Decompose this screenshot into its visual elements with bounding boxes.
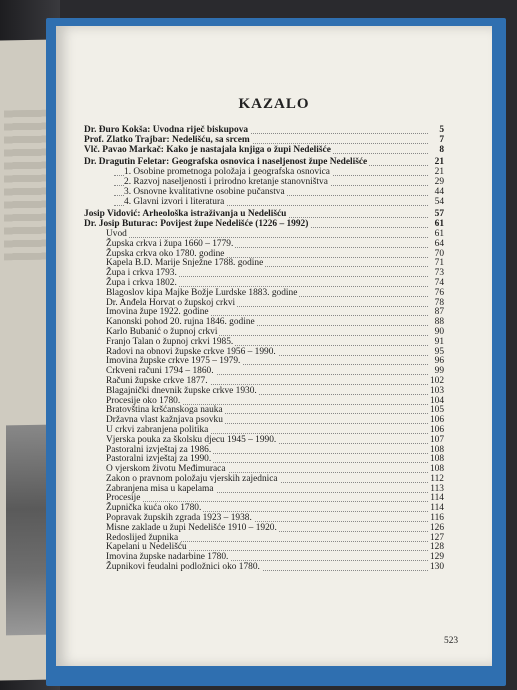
toc-entry-page: 44 (434, 186, 444, 197)
toc-entry-page: 102 (429, 375, 444, 386)
toc-entry-title: Zakon o pravnom položaju vjerskih zajednica (106, 473, 278, 484)
toc-entry-page: 96 (434, 356, 444, 367)
toc-entry-page: 106 (429, 415, 444, 426)
book-page (56, 26, 492, 666)
page-number: 523 (444, 636, 459, 646)
toc-entry-title: Župska crkva i župa 1660 – 1779. (106, 238, 234, 249)
toc-entry-page: 103 (429, 385, 444, 396)
toc-entry-page: 107 (429, 434, 444, 445)
toc-entry-page: 108 (429, 454, 444, 465)
toc-entry-page: 87 (434, 307, 444, 318)
toc-entry-title: Procesije (106, 493, 141, 504)
toc-entry-page: 73 (434, 268, 444, 279)
toc-entry-title: Kapela B.D. Marije Snježne 1788. godine (106, 258, 264, 269)
toc-entry-title: Župnikovi feudalni podložnici oko 1780. (106, 562, 260, 573)
toc-entry-title: Kanonski pohod 20. rujna 1846. godine (106, 317, 255, 328)
toc-entry-title: Vjerska pouka za školsku djecu 1945 – 1990. (106, 434, 277, 445)
toc-entry-title: Župa i crkva 1793. (106, 268, 177, 279)
toc-entry-page: 88 (434, 317, 444, 328)
toc-entry-page: 106 (429, 424, 444, 435)
toc-entry-page: 61 (434, 228, 444, 239)
toc-entry-title: Imovina župske nadarbine 1780. (106, 552, 229, 563)
table-of-contents (84, 126, 444, 573)
toc-entry-title: Blagajnički dnevnik župske crkve 1930. (106, 385, 257, 396)
toc-entry-page: 105 (429, 405, 444, 416)
toc-entry-page: 76 (434, 287, 444, 298)
toc-entry-title: Župa i crkva 1802. (106, 277, 177, 288)
toc-entry-page: 74 (434, 277, 444, 288)
toc-entry-title: Župska crkva oko 1780. godine (106, 248, 225, 259)
toc-entry-page: 78 (434, 297, 444, 308)
toc-entry-title: Radovi na obnovi župske crkve 1956 – 1990. (106, 346, 276, 357)
toc-entry-page: 127 (429, 532, 444, 543)
toc-entry-page: 91 (434, 336, 444, 347)
toc-entry-title: Crkveni računi 1794 – 1860. (106, 366, 214, 377)
toc-entry-title: Dr. Đuro Kokša: Uvodna riječ biskupova (84, 125, 249, 135)
toc-entry (84, 146, 444, 156)
toc-entry-page: 116 (430, 513, 444, 524)
toc-entry-page: 8 (439, 144, 444, 155)
toc-entry-page: 21 (434, 157, 444, 168)
toc-entry-title: Zabranjena misa u kapelama (106, 483, 214, 494)
toc-entry-title: U crkvi zabranjena politika (106, 424, 209, 435)
toc-entry-title: Imovina župe 1922. godine (106, 307, 209, 318)
toc-entry-page: 112 (430, 473, 444, 484)
toc-entry-title: Karlo Bubanić o župnoj crkvi (106, 326, 218, 337)
toc-entry-page: 129 (429, 552, 444, 563)
toc-entry-page: 95 (434, 346, 444, 357)
toc-entry-page: 5 (439, 125, 444, 135)
toc-entry-title: 2. Razvoj naseljenosti i prirodno kretanje stanovništva (124, 176, 328, 187)
toc-entry (84, 220, 444, 230)
toc-entry-title: O vjerskom životu Međimuraca (106, 464, 226, 475)
toc-entry-title: Misne zaklade u župi Nedelišće 1910 – 1920. (106, 522, 277, 533)
toc-entry-page: 64 (434, 238, 444, 249)
toc-entry-page: 114 (430, 493, 444, 504)
toc-entry-title: Dr. Josip Buturac: Povijest župe Nedelišće (1226 – 1992) (84, 219, 309, 230)
toc-entry-title: Župnička kuća oko 1780. (106, 503, 202, 514)
page-heading: KAZALO (238, 96, 310, 112)
toc-entry-page: 108 (429, 464, 444, 475)
toc-entry-page: 114 (430, 503, 444, 514)
toc-entry-page: 113 (430, 483, 444, 494)
toc-entry-page: 108 (429, 444, 444, 455)
toc-entry-page: 61 (434, 219, 444, 230)
toc-entry-page: 21 (434, 167, 444, 178)
toc-entry-title: Prof. Zlatko Trajbar: Nedelišću, sa srcem (84, 134, 250, 145)
toc-entry-title: Popravak župskih zgrada 1923 – 1938. (106, 513, 252, 524)
toc-entry-page: 128 (429, 542, 444, 553)
toc-entry-page: 99 (434, 366, 444, 377)
toc-entry (84, 198, 444, 208)
toc-entry-title: Dr. Anđela Horvat o župskoj crkvi (106, 297, 236, 308)
left-page-text-block (4, 110, 50, 261)
toc-entry-page: 57 (434, 209, 444, 220)
toc-entry-title: Bratovština kršćanskoga nauka (106, 405, 223, 416)
toc-entry-page: 70 (434, 248, 444, 259)
toc-entry-page: 126 (429, 522, 444, 533)
toc-entry-title: 3. Osnovne kvalitativne osobine pučanstva (124, 186, 285, 197)
toc-entry-page: 29 (434, 176, 444, 187)
toc-entry-title: Redoslijed župnika (106, 532, 179, 543)
toc-entry-title: Uvod (106, 228, 127, 239)
toc-entry-title: Računi župske crkve 1877. (106, 375, 208, 386)
toc-entry-title: Blagoslov kipa Majke Božje Lurdske 1883. godine (106, 287, 298, 298)
toc-entry-title: Vlč. Pavao Markač: Kako je nastajala knjiga o župi Nedelišće (84, 144, 331, 155)
toc-entry-title: Imovina župske crkve 1975 – 1979. (106, 356, 241, 367)
toc-entry-title: Pastoralni izvještaj za 1990. (106, 454, 212, 465)
toc-entry-title: 1. Osobine prometnoga položaja i geografska osnovica (124, 167, 330, 178)
toc-entry-page: 7 (439, 134, 444, 145)
toc-entry-page: 104 (429, 395, 444, 406)
toc-entry-title: 4. Glavni izvori i literatura (124, 196, 225, 207)
toc-entry-page: 90 (434, 326, 444, 337)
toc-entry-title: Pastoralni izvještaj za 1986. (106, 444, 212, 455)
toc-entry-title: Dr. Dragutin Feletar: Geografska osnovica i naseljenost župe Nedelišće (84, 157, 368, 168)
left-page-photo (6, 425, 50, 636)
toc-entry-page: 54 (434, 196, 444, 207)
toc-entry-title: Josip Vidović: Arheološka istraživanja u Nedelišću (84, 209, 287, 220)
toc-entry (84, 563, 444, 573)
toc-entry-title: Kapelani u Nedelišću (106, 542, 187, 553)
toc-entry-title: Državna vlast kažnjava psovku (106, 415, 223, 426)
leader-dots (114, 237, 428, 238)
toc-entry-title: Franjo Talan o župnoj crkvi 1985. (106, 336, 234, 347)
toc-entry-page: 130 (429, 562, 444, 573)
toc-entry-title: Procesije oko 1780. (106, 395, 181, 406)
toc-entry-page: 71 (434, 258, 444, 269)
